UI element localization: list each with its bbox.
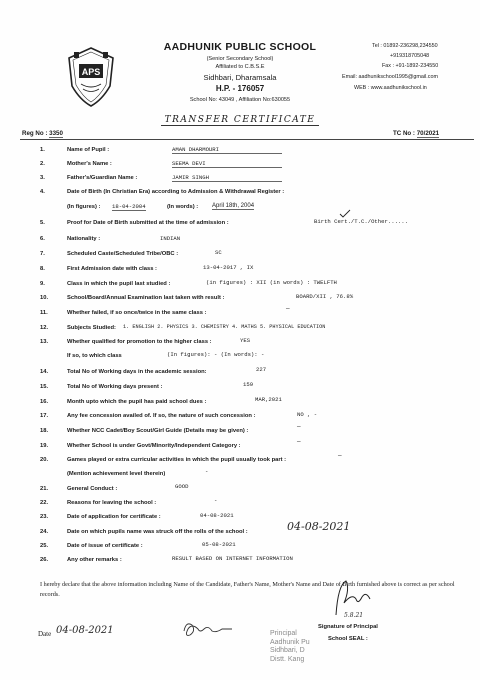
school-name: AADHUNIK PUBLIC SCHOOL xyxy=(163,41,317,53)
field-number: 22. xyxy=(40,500,49,506)
clerk-signature xyxy=(178,617,236,643)
field-number: 20. xyxy=(40,457,49,463)
field-number: 18. xyxy=(40,428,49,434)
field-value-issue-date: 05-08-2021 xyxy=(202,541,236,548)
field-label-last-exam: School/Board/Annual Examination last taken with result : xyxy=(67,295,225,301)
field-value-subjects: 1. ENGLISH 2. PHYSICS 3. CHEMISTRY 4. MATHS 5. PHYSICAL EDUCATION xyxy=(123,324,326,330)
field-label-mother-name: Mother's Name : xyxy=(67,161,112,167)
field-value-promotion: YES xyxy=(240,337,251,344)
date-label: Date xyxy=(38,630,52,638)
field-value-dues-paid: MAR,2021 xyxy=(255,396,282,403)
field-number: 7. xyxy=(40,251,45,257)
field-number: 15. xyxy=(40,384,49,390)
field-value-ncc: — xyxy=(297,423,301,430)
field-label-dob: Date of Birth (In Christian Era) according to Admission & Withdrawal Register : xyxy=(67,189,285,195)
field-value-failed: — xyxy=(286,305,290,312)
field-label-category: Scheduled Caste/Scheduled Tribe/OBC : xyxy=(67,251,179,257)
field-number: 1. xyxy=(40,147,45,153)
field-label-failed: Whether failed, if so once/twice in the same class : xyxy=(67,310,207,316)
field-label-pupil-name: Name of Pupil : xyxy=(67,147,110,153)
field-number: 14. xyxy=(40,369,49,375)
field-label-working-days: Total No of Working days in the academic session: xyxy=(67,369,207,375)
field-label-achievement: (Mention achievement level therein) xyxy=(67,471,166,477)
field-label-last-class: Class in which the pupil last studied : xyxy=(67,281,171,287)
field-label-fee-concession: Any fee concession availed of. If so, the nature of such concession : xyxy=(67,413,256,419)
field-label-dues-paid: Month upto which the pupil has paid school dues : xyxy=(67,399,207,405)
declaration-text: I hereby declare that the above information including Name of the Candidate, Father's Name, Mother's Name and Date of Birth furnished above is correct as per school records. xyxy=(40,581,455,598)
tick-mark-icon xyxy=(338,209,352,219)
contact-mobile: +919318705048 xyxy=(390,53,430,59)
contact-email: Email: aadhunikschool1995@gmail.com xyxy=(342,74,438,80)
field-value-days-present: 159 xyxy=(243,381,254,388)
field-label-conduct: General Conduct : xyxy=(67,486,118,492)
date-value: 04-08-2021 xyxy=(56,625,114,636)
tc-number-value: 70/2021 xyxy=(416,130,440,137)
field-number: 17. xyxy=(40,413,49,419)
field-value-pupil-name: AMAN DHARMOURI xyxy=(172,146,282,154)
field-value-dob-proof: Birth Cert./T.C./Other...... xyxy=(314,218,408,225)
field-number: 26. xyxy=(40,557,49,563)
field-value-fee-concession: NO , - xyxy=(297,411,318,418)
field-number: 5. xyxy=(40,220,45,226)
field-value-dob-words: April 18th, 2004 xyxy=(212,203,255,209)
school-seal-label: School SEAL : xyxy=(328,636,368,642)
field-label-dob-words: (In words) : xyxy=(167,204,199,210)
field-label-issue-date: Date of issue of certificate : xyxy=(67,543,143,549)
header-divider xyxy=(20,139,474,140)
field-value-last-exam: BOARD/XII , 76.8% xyxy=(296,293,354,300)
field-number: 4. xyxy=(40,189,45,195)
field-label-promotion: Whether qualified for promotion to the higher class : xyxy=(67,339,212,345)
field-label-nationality: Nationality : xyxy=(67,236,101,242)
field-number: 6. xyxy=(40,236,45,242)
field-value-activities: — xyxy=(338,452,342,459)
field-number: 11. xyxy=(40,310,48,316)
field-label-leaving-reason: Reasons for leaving the school : xyxy=(67,500,157,506)
field-label-school-category: Whether School is under Govt/Minority/Independent Category : xyxy=(67,443,241,449)
field-label-remarks: Any other remarks : xyxy=(67,557,122,563)
contact-fax: Fax : +91-1892-234550 xyxy=(382,63,439,69)
field-number: 3. xyxy=(40,175,45,181)
field-label-activities: Games played or extra curricular activities in which the pupil usually took part : xyxy=(67,457,287,463)
field-value-mother-name: SEEMA DEVI xyxy=(172,160,282,168)
field-value-nationality: INDIAN xyxy=(160,235,181,242)
field-number: 9. xyxy=(40,281,45,287)
field-number: 16. xyxy=(40,399,49,405)
field-number: 24. xyxy=(40,529,49,535)
field-label-struck-off-date: Date on which pupils name was struck off the rolls of the school : xyxy=(67,529,248,535)
field-label-days-present: Total No of Working days present : xyxy=(67,384,163,390)
reg-number-value: 3350 xyxy=(49,130,63,137)
field-value-struck-off-date: 04-08-2021 xyxy=(287,520,351,533)
field-label-ncc: Whether NCC Cadet/Boy Scout/Girl Guide (Details may be given) : xyxy=(67,428,249,434)
field-value-first-admission: 13-04-2017 , IX xyxy=(203,264,254,271)
school-subtitle: (Senior Secondary School) xyxy=(206,56,274,62)
field-number: 23. xyxy=(40,514,49,520)
field-number: 10. xyxy=(40,295,49,301)
principal-signature-label: Signature of Principal xyxy=(318,624,378,630)
field-label-dob-proof: Proof for Date of Birth submitted at the time of admission : xyxy=(67,220,229,226)
school-pin: H.P. - 176057 xyxy=(215,84,265,93)
field-value-father-name: JAMIR SINGH xyxy=(172,174,282,182)
field-value-category: SC xyxy=(215,249,222,256)
field-value-dob-figures: 18-04-2004 xyxy=(112,203,146,210)
certificate-title: TRANSFER CERTIFICATE xyxy=(0,115,480,125)
field-value-leaving-reason: - xyxy=(214,497,218,504)
field-value-application-date: 04-08-2021 xyxy=(200,512,234,519)
field-label-application-date: Date of application for certificate : xyxy=(67,514,161,520)
field-number: 21. xyxy=(40,486,49,492)
school-affiliation: Affiliated to C.B.S.E xyxy=(215,64,265,70)
field-value-promotion-class: (In figures): - (In words): - xyxy=(167,351,265,358)
field-value-achievement: - xyxy=(205,468,209,475)
field-label-father-name: Father's/Guardian Name : xyxy=(67,175,138,181)
field-label-promotion-class: If so, to which class xyxy=(67,353,122,359)
field-label-subjects: Subjects Studied: xyxy=(67,325,116,331)
field-number: 19. xyxy=(40,443,49,449)
school-registration: School No: 43049 , Affiliation No:630055 xyxy=(189,97,291,103)
logo-text: APS xyxy=(81,67,101,77)
field-number: 13. xyxy=(40,339,49,345)
school-city: Sidhbari, Dharamsala xyxy=(203,73,277,82)
field-number: 2. xyxy=(40,161,45,167)
contact-tel: Tel : 01892-236298,234550 xyxy=(372,43,438,49)
field-number: 12. xyxy=(40,325,49,331)
reg-number: Reg No : 3350 xyxy=(22,130,63,137)
field-label-first-admission: First Admission date with class : xyxy=(67,266,157,272)
field-value-school-category: — xyxy=(297,438,301,445)
field-value-conduct: GOOD xyxy=(175,483,189,490)
contact-web: WEB : www.aadhunikschool.in xyxy=(354,85,427,91)
principal-sign-date: 5.8.21 xyxy=(344,612,364,619)
field-value-remarks: RESULT BASED ON INTERNET INFORMATION xyxy=(172,555,293,562)
field-number: 8. xyxy=(40,266,45,272)
field-value-working-days: 227 xyxy=(256,366,267,373)
field-number: 25. xyxy=(40,543,49,549)
field-value-last-class: (in figures) : XII (in words) : TWELFTH xyxy=(206,279,337,286)
tc-number: TC No : 70/2021 xyxy=(393,130,440,137)
principal-stamp: Principal Aadhunik Pu Sidhbari, D Distt. Kang xyxy=(270,630,310,663)
field-label-dob-figures: (In figures) : xyxy=(67,204,101,210)
